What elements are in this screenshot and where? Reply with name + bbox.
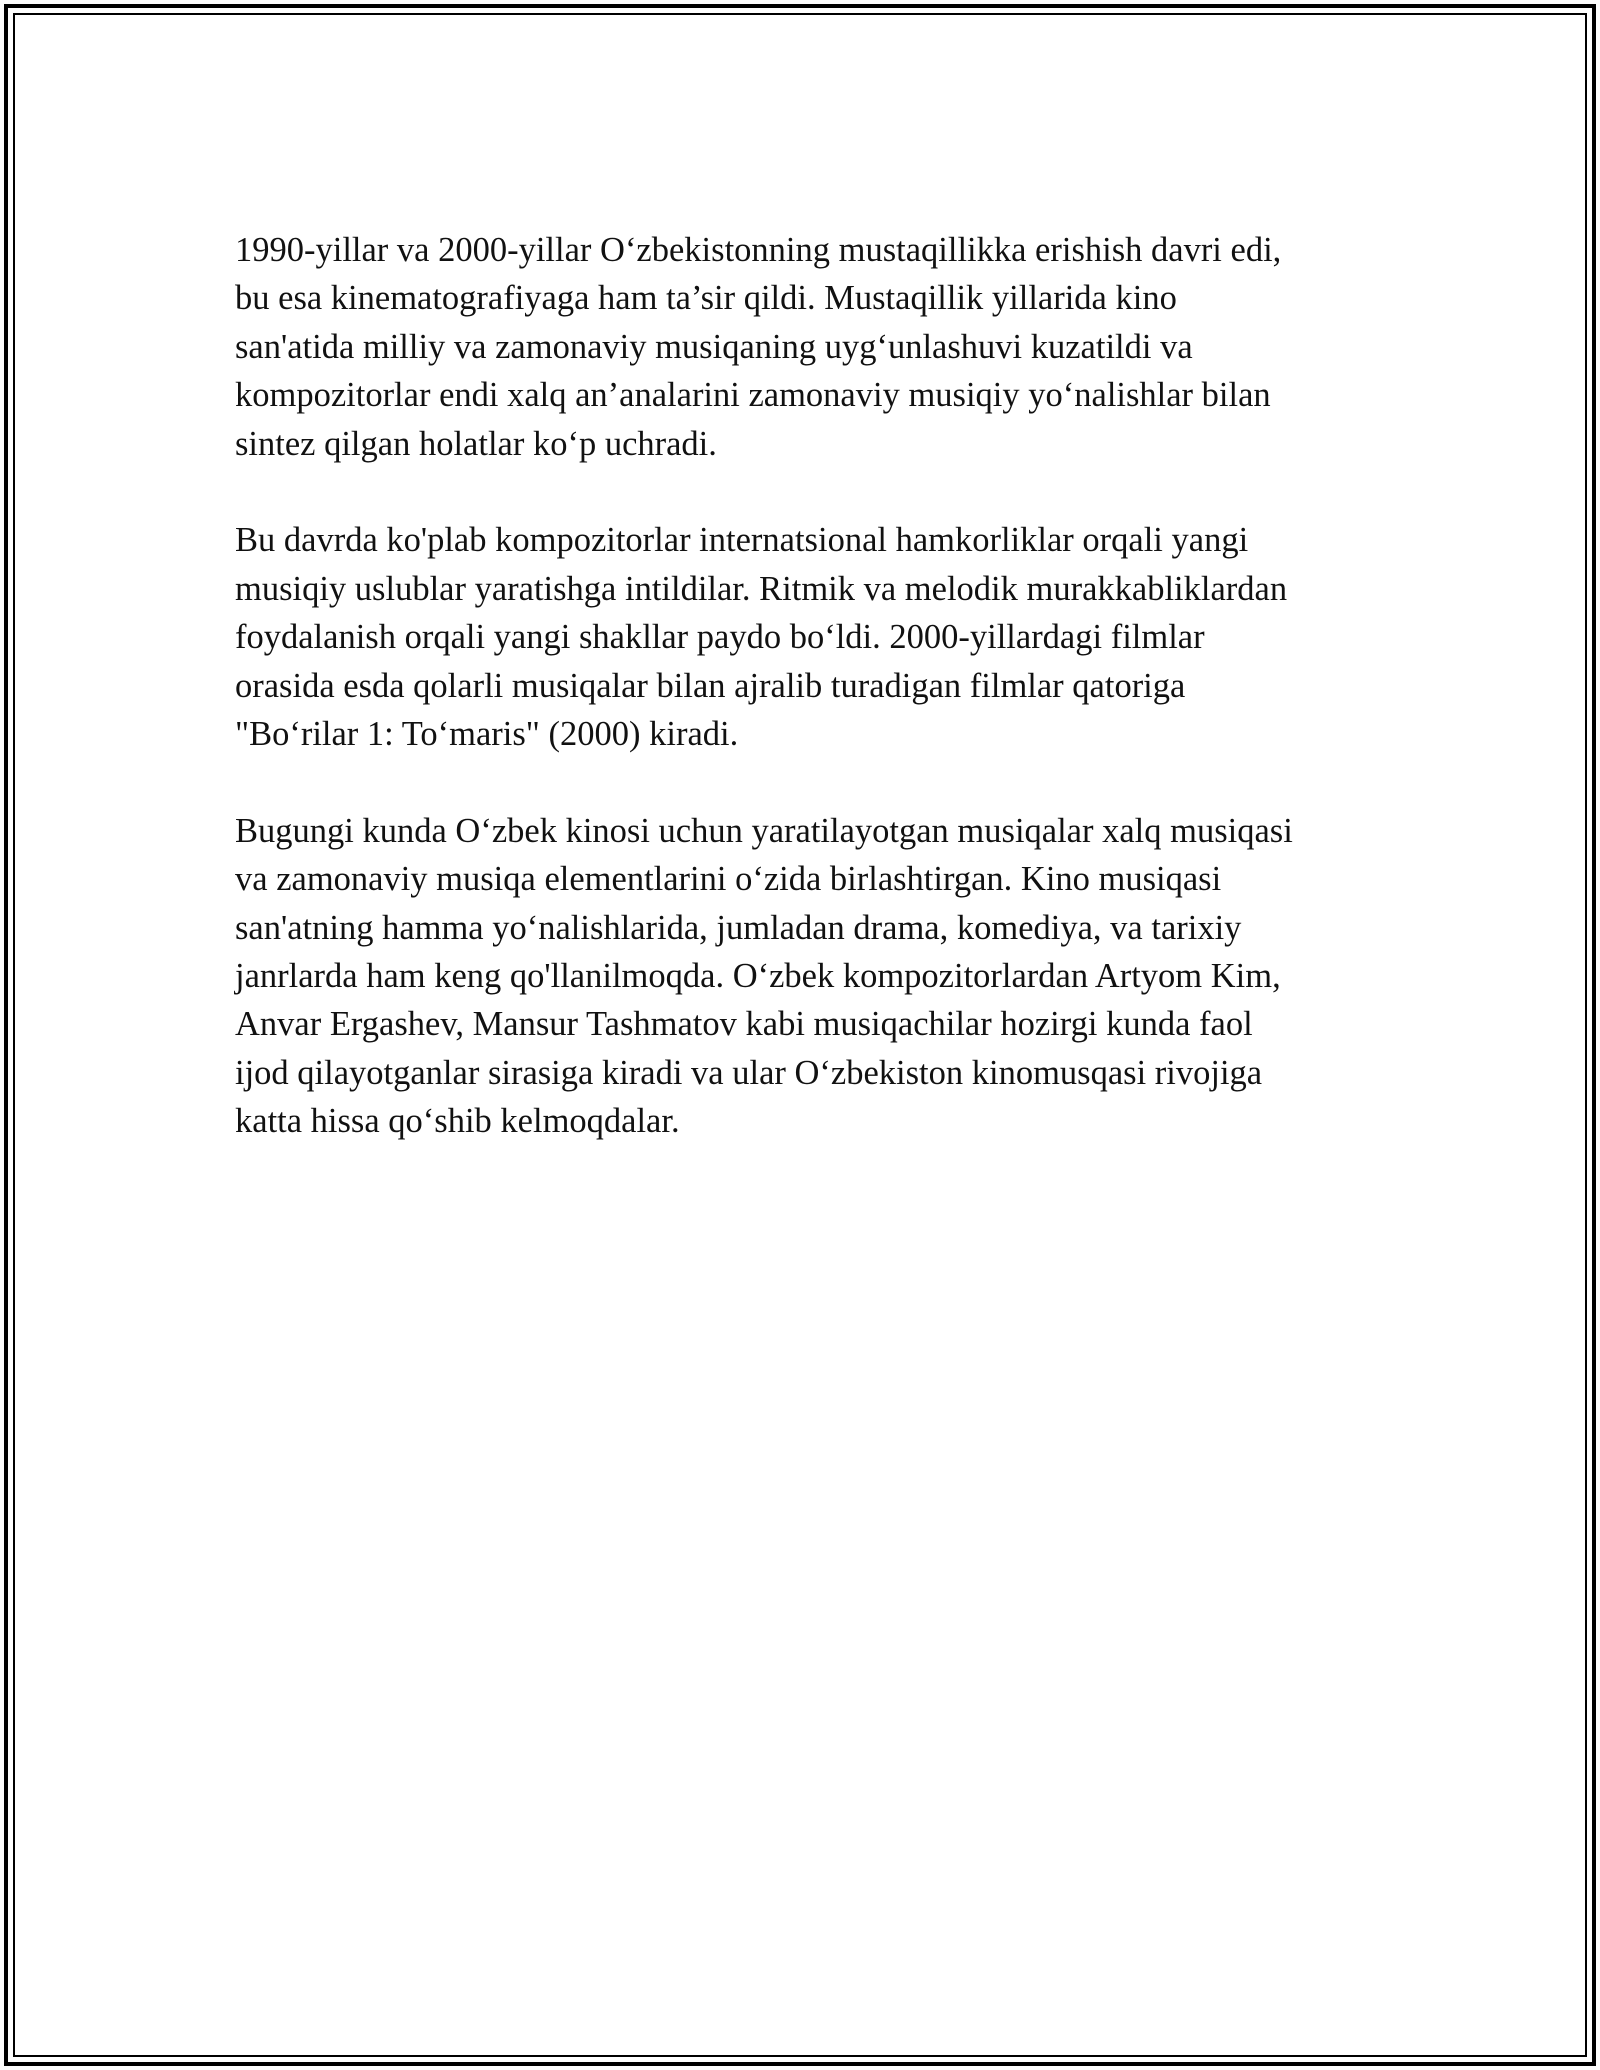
paragraph-1 [235, 226, 1375, 468]
paragraph-line: kompozitorlar endi xalq an’analarini zamonaviy musiqiy yo‘nalishlar bilan [235, 376, 1271, 415]
paragraph-line: orasida esda qolarli musiqalar bilan ajralib turadigan filmlar qatoriga [235, 666, 1186, 705]
paragraph-3 [235, 807, 1375, 1146]
document-body [235, 226, 1375, 1194]
paragraph-line: musiqiy uslublar yaratishga intildilar. Ritmik va melodik murakkabliklardan [235, 569, 1288, 608]
paragraph-line: katta hissa qo‘shib kelmoqdalar. [235, 1102, 680, 1141]
paragraph-line: san'atida milliy va zamonaviy musiqaning uyg‘unlashuvi kuzatildi va [235, 327, 1193, 366]
paragraph-line: Bugungi kunda O‘zbek kinosi uchun yaratilayotgan musiqalar xalq musiqasi [235, 811, 1293, 850]
paragraph-line: foydalanish orqali yangi shakllar paydo bo‘ldi. 2000-yillardagi filmlar [235, 618, 1205, 657]
paragraph-line: bu esa kinematografiyaga ham ta’sir qildi. Mustaqillik yillarida kino [235, 279, 1177, 318]
paragraph-line: "Bo‘rilar 1: To‘maris" (2000) kiradi. [235, 715, 739, 754]
paragraph-line: Bu davrda ko'plab kompozitorlar internatsional hamkorliklar orqali yangi [235, 521, 1249, 560]
paragraph-line: janrlarda ham keng qo'llanilmoqda. O‘zbek kompozitorlardan Artyom Kim, [235, 957, 1281, 996]
paragraph-line: Anvar Ergashev, Mansur Tashmatov kabi musiqachilar hozirgi kunda faol [235, 1005, 1253, 1044]
paragraph-line: san'atning hamma yo‘nalishlarida, jumladan drama, komediya, va tarixiy [235, 908, 1242, 947]
paragraph-2 [235, 516, 1375, 758]
paragraph-line: 1990-yillar va 2000-yillar O‘zbekistonning mustaqillikka erishish davri edi, [235, 231, 1282, 269]
paragraph-line: ijod qilayotganlar sirasiga kiradi va ular O‘zbekiston kinomusqasi rivojiga [235, 1053, 1263, 1092]
paragraph-line: va zamonaviy musiqa elementlarini o‘zida birlashtirgan. Kino musiqasi [235, 860, 1222, 899]
paragraph-line: sintez qilgan holatlar ko‘p uchradi. [235, 424, 717, 463]
